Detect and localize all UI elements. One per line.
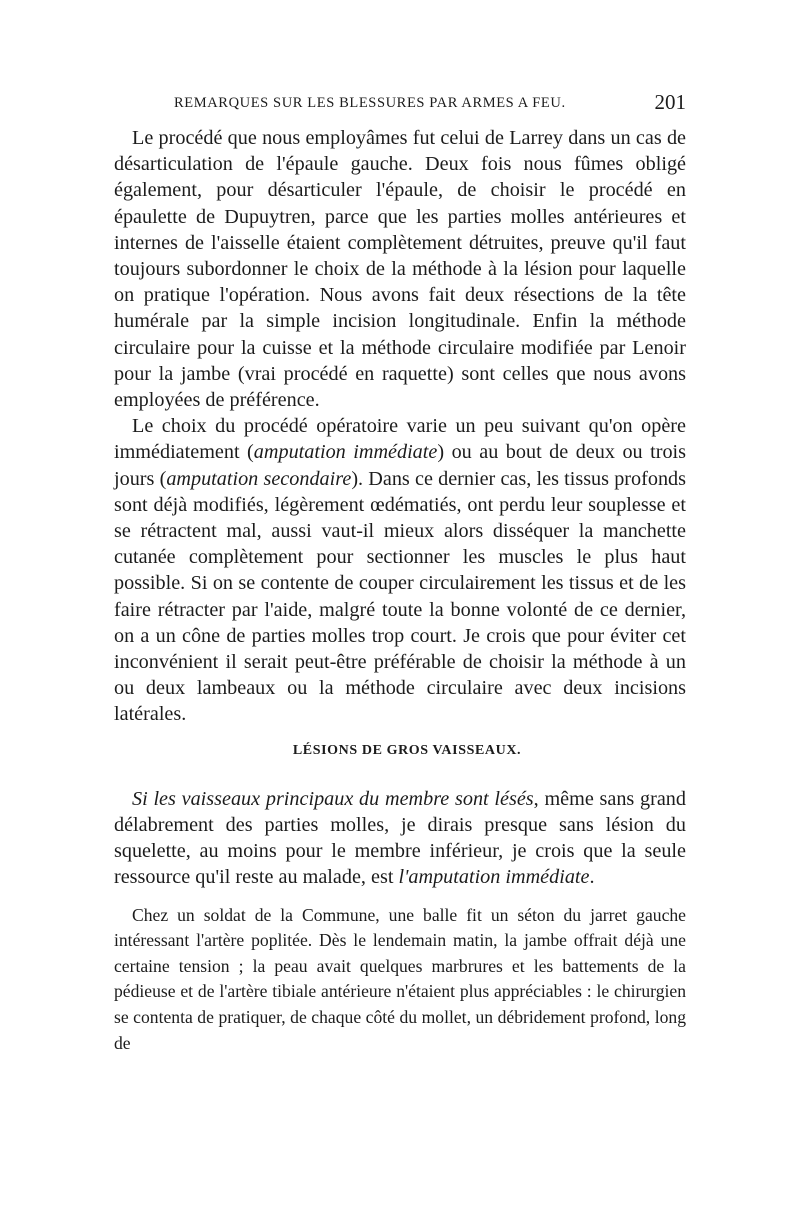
section-heading: LÉSIONS DE GROS VAISSEAUX. (292, 742, 522, 758)
paragraph-2-italic-secondary: amputation secondaire (166, 467, 352, 490)
paragraph-2-text-e: ). Dans ce dernier cas, les tissus profonds sont déjà modifiés, légèrement œdématiés, ont perdu leur souplesse et se rétractent mal, aussi vaut-il mieux alors disséquer la manchette cutanée complètement pour sectionner les muscles le plus haut possible. Si on se contente de couper circulairement les tissus et de les faire rétracter par l'aide, malgré toute la bonne volonté de ce dernier, on a un cône de parties molles trop court. Je crois que pour éviter cet inconvénient il serait peut-être préférable de choisir la méthode à un ou deux lambeaux ou la méthode circulaire avec deux incisions latérales. (114, 467, 686, 726)
paragraph-3-text-b: , même sans grand délabrement des parties molles, je dirais presque sans lésion du squelette, au moins pour le membre inférieur, je crois que la seule ressource qu'il reste au malade, est (114, 787, 686, 889)
paragraph-2-text-a: Le choix du procédé opératoire varie un peu suivant qu'on opère immédiatement ( (114, 415, 686, 464)
paragraph-3-italic-lead: Si les vaisseaux principaux du membre sont lésés (132, 787, 534, 810)
paragraph-1: Le procédé que nous employâmes fut celui de Larrey dans un cas de désarticulation de l'épaule gauche. Deux fois nous fûmes obligé également, pour désarticuler l'épaule, de choisir le procédé en épaulette de Dupuytren, parce que les parties molles antérieures et internes de l'aisselle étaient complètement détruites, preuve qu'il faut toujours subordonner le choix de la méthode à la lésion pour laquelle on pratique l'opération. Nous avons fait deux résections de la tête humérale par la simple incision longitudinale. Enfin la méthode circulaire pour la cuisse et la méthode circulaire modifiée par Lenoir pour la jambe (vrai procédé en raquette) sont celles que nous avons employées de préférence. (114, 127, 686, 412)
paragraph-3 (114, 786, 686, 891)
page-number: 201 (654, 90, 686, 114)
page-header (114, 90, 686, 125)
paragraph-2-italic-immediate: amputation immédiate (253, 441, 438, 464)
running-title: REMARQUES SUR LES BLESSURES PAR ARMES A FEU. (174, 95, 566, 111)
main-text (114, 125, 686, 891)
book-page (114, 90, 687, 1056)
case-report-text (114, 903, 686, 1057)
paragraph-4: Chez un soldat de la Commune, une balle fit un séton du jarret gauche intéressant l'artère poplitée. Dès le lendemain matin, la jambe offrait déjà une certaine tension ; la peau avait quelques marbrures et les battements de la pédieuse et de l'artère tibiale antérieure n'étaient plus appréciables : le chirurgien se contenta de pratiquer, de chaque côté du mollet, un débridement profond, long de (114, 904, 686, 1053)
paragraph-2-text-c: ) ou au bout de deux ou trois jours ( (114, 441, 687, 490)
paragraph-2 (114, 413, 686, 727)
paragraph-3-italic-amputation: l'amputation immédiate (398, 866, 590, 889)
paragraph-3-text-d: . (589, 866, 595, 889)
